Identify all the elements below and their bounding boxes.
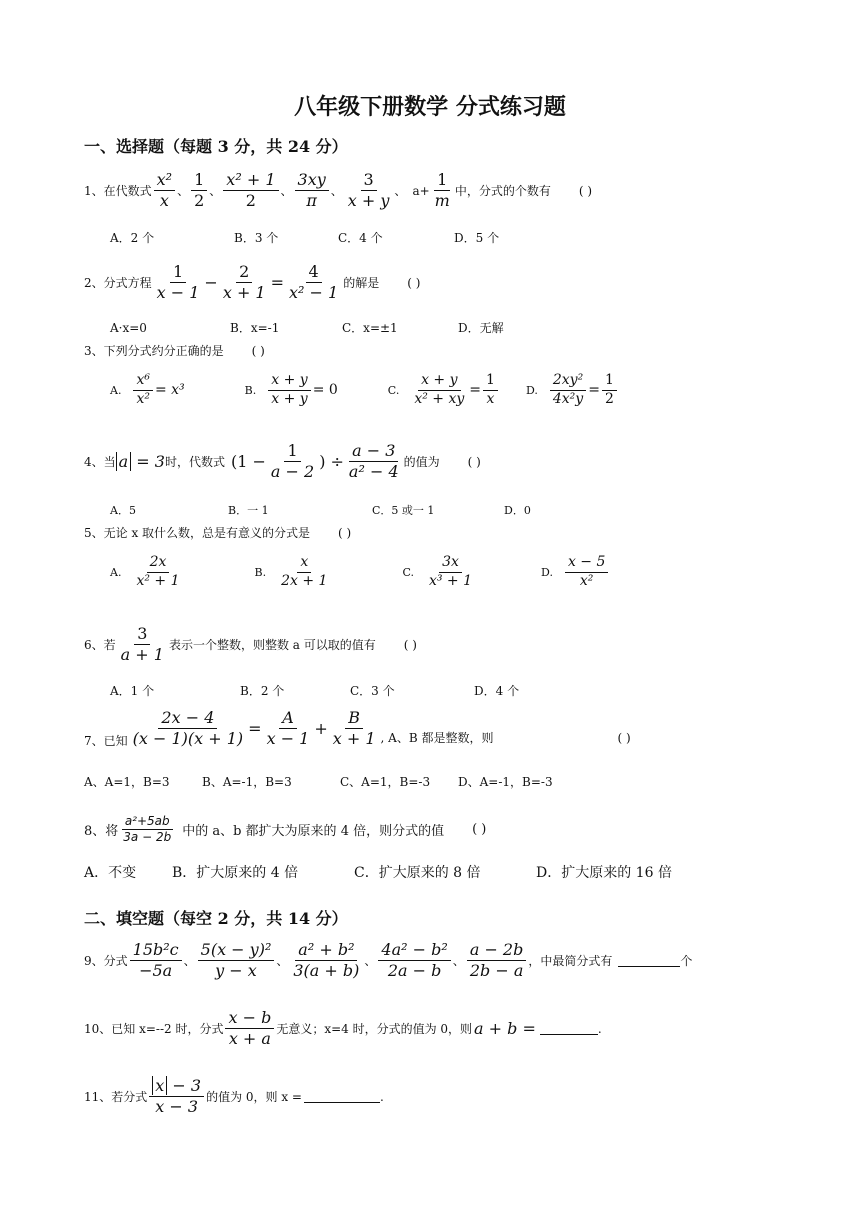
q6-prefix: 6、若	[84, 638, 116, 652]
q3-label-d: D.	[525, 383, 538, 397]
q7-prefix: 7、已知	[84, 734, 128, 748]
q8-suffix: 中的 a、b 都扩大为原来的 4 倍，则分式的值	[182, 824, 445, 839]
q2-option-a: A·x=0	[110, 321, 147, 335]
q9-frac-3: $\frac{\text{a² + b²}}{3(a + b)}$	[293, 940, 360, 980]
q4-option-d: D．0	[504, 504, 531, 517]
q1-answer-paren: ( )	[578, 183, 593, 198]
q5-options	[110, 554, 610, 590]
question-6	[84, 624, 417, 665]
q6-suffix: 表示一个整数，则整数 a 可以取的值有	[168, 638, 376, 652]
q4-option-b: B．一 1	[228, 504, 269, 517]
question-8	[84, 814, 486, 845]
q6-option-b: B．2 个	[240, 684, 285, 698]
q3-text: 3、下列分式约分正确的是	[84, 344, 224, 358]
question-2: 2、分式方程 $\frac{1}{x - 1}$ − $\frac{2}{x + 1}$ = $\frac{4}{\text{x² − 1}}$ 的解是 ( )	[84, 262, 421, 302]
q8-prefix: 8、将	[84, 824, 119, 839]
q4-frac-2: $\frac{a - 3}{\text{a² − 4}}$	[348, 441, 399, 481]
q4-mid: 时，代数式	[164, 455, 225, 469]
q1-frac-5: $\frac{3}{x + y}$	[347, 170, 390, 210]
question-1: 1、在代数式 $\frac{\text{x²}}{x}$ 、 $\frac{1}{2}$ 、 $\frac{\text{x² + 1}}{2}$ 、 $\frac{3xy}{\pi}$ 、 $\frac{3}{x + y}$ 、 a+ $\frac{1}{m}$ 中，分式的个数有 ( )	[84, 170, 593, 210]
q8-option-b: B．扩大原来的 4 倍	[172, 865, 299, 881]
q5-label-b: B.	[254, 565, 267, 579]
section-choice-heading: 一、选择题（每题 3 分，共 24 分）	[84, 137, 348, 156]
question-7: 7、已知 $\frac{2x - 4}{(x - 1)(x + 1)}$ = $\frac{A}{x - 1}$ + $\frac{B}{x + 1}$ , A、B 都是整数，则 ( )	[84, 708, 631, 748]
q10-expr: a + b =	[474, 1019, 536, 1038]
q3-frac-d-result: $\frac{1}{2}$	[602, 372, 617, 408]
q10-answer-blank[interactable]	[540, 1022, 598, 1035]
q9-frac-1: $\frac{\text{15b²c}}{-5a}$	[130, 940, 182, 981]
question-3	[84, 342, 265, 359]
q9-frac-2: $\frac{\text{5(x − y)²}}{y - x}$	[198, 940, 275, 981]
q1-option-d: D．5 个	[454, 231, 500, 245]
q2-option-d: D．无解	[458, 321, 504, 335]
q2-suffix: 的解是	[343, 276, 380, 290]
q6-frac: $\frac{3}{a + 1}$	[120, 624, 164, 664]
q7-frac-b: $\frac{B}{x + 1}$	[332, 708, 376, 748]
q2-options	[110, 319, 504, 336]
q5-label-c: C.	[402, 565, 414, 579]
q7-frac-lhs: $\frac{2x - 4}{(x - 1)(x + 1)}$	[132, 708, 244, 748]
q3-label-c: C.	[387, 383, 400, 397]
q8-options	[84, 862, 672, 882]
q4-options	[110, 502, 531, 518]
q3-label-a: A.	[110, 383, 122, 397]
q2-option-c: C．x=±1	[342, 321, 398, 335]
q3-label-b: B.	[244, 383, 257, 397]
q11-frac: $\frac{x - 3}{x - 3}$	[149, 1076, 204, 1117]
q2-frac-1: $\frac{1}{x - 1}$	[156, 262, 200, 302]
q8-option-d: D．扩大原来的 16 倍	[536, 865, 672, 881]
q5-label-d: D.	[541, 565, 553, 579]
q3-frac-c-result: $\frac{1}{x}$	[483, 372, 498, 408]
q8-option-c: C．扩大原来的 8 倍	[354, 865, 481, 881]
q2-answer-paren: ( )	[407, 275, 421, 290]
q10-frac: $\frac{x - b}{x + a}$	[225, 1008, 274, 1049]
q11-prefix: 11、若分式	[84, 1090, 148, 1104]
q5-frac-a: $\frac{2x}{\text{x² + 1}}$	[136, 554, 180, 589]
q1-prefix: 1、在代数式	[84, 184, 152, 198]
page-title: 八年级下册数学 分式练习题	[294, 94, 566, 120]
q6-options	[110, 682, 519, 699]
q3-frac-a: $\frac{\text{x⁶}}{\text{x²}}$	[133, 372, 153, 408]
question-9: 9、分式 $\frac{\text{15b²c}}{-5a}$ 、 $\frac{\text{5(x − y)²}}{y - x}$ 、 $\frac{\text{a² + b²}}{3(a + b)}$ 、 $\frac{\text{4a² − b²}}{2a - b}$ 、 $\frac{a - 2b}{2b - a}$ ，中最简分式有 个	[84, 940, 693, 980]
q1-frac-3: $\frac{\text{x² + 1}}{2}$	[223, 170, 278, 211]
q11-answer-blank[interactable]	[304, 1090, 380, 1103]
q5-frac-b: $\frac{x}{2x + 1}$	[281, 554, 328, 589]
q2-frac-3: $\frac{4}{\text{x² − 1}}$	[289, 262, 339, 302]
question-5	[84, 524, 351, 541]
question-10	[84, 1008, 602, 1049]
q8-frac: $\frac{\text{a²+5ab}}{3a - 2b}$	[123, 814, 172, 844]
q9-answer-blank[interactable]	[618, 954, 680, 967]
q9-suffix: ，中最简分式有	[528, 954, 613, 968]
q4-frac-1: $\frac{1}{a - 2}$	[270, 441, 315, 481]
q7-answer-paren: ( )	[617, 730, 631, 745]
q8-answer-paren: ( )	[472, 822, 487, 837]
q1-option-a: A．2 个	[110, 231, 155, 245]
q5-frac-c: $\frac{3x}{\text{x³ + 1}}$	[428, 554, 473, 589]
q3-frac-d: $\frac{\text{2xy²}}{\text{4x²y}}$	[550, 372, 586, 408]
q7-suffix: , A、B 都是整数，则	[380, 731, 494, 745]
q10-end: .	[597, 1021, 602, 1036]
q7-frac-a: $\frac{A}{x - 1}$	[266, 708, 310, 748]
q2-frac-2: $\frac{2}{x + 1}$	[222, 262, 266, 302]
q1-options	[110, 229, 499, 246]
q4-prefix: 4、当	[84, 455, 116, 469]
q3-answer-paren: ( )	[251, 343, 265, 358]
q1-suffix: 中，分式的个数有	[454, 184, 551, 198]
q4-option-c: C．5 或一 1	[372, 504, 435, 517]
q4-answer-paren: ( )	[467, 454, 481, 469]
q4-option-a: A．5	[110, 504, 136, 517]
section-fill-heading: 二、填空题（每空 2 分，共 14 分）	[84, 909, 348, 928]
q1-frac-4: $\frac{3xy}{\pi}$	[295, 170, 329, 211]
q7-option-a: A、A=1，B=3	[84, 775, 170, 789]
q6-option-a: A．1 个	[110, 684, 155, 698]
q9-unit: 个	[680, 954, 693, 968]
q3-frac-b: $\frac{x + y}{x + y}$	[268, 372, 310, 408]
q1-frac-2: $\frac{1}{2}$	[191, 170, 207, 211]
q7-option-d: D、A=-1，B=-3	[458, 775, 553, 789]
q11-end: .	[379, 1089, 384, 1104]
q6-option-d: D．4 个	[474, 684, 520, 698]
q11-suffix: 的值为 0，则 x =	[206, 1090, 302, 1104]
q1-frac-1: $\frac{\text{x²}}{x}$	[154, 170, 175, 211]
q6-answer-paren: ( )	[403, 637, 417, 652]
q10-mid: 无意义；x=4 时，分式的值为 0，则	[276, 1022, 473, 1036]
q7-option-b: B、A=-1，B=3	[202, 775, 292, 789]
q7-options	[84, 773, 553, 790]
question-4: 4、当 a = 3 时，代数式 (1 − $\frac{1}{a - 2}$ ) ÷ $\frac{a - 3}{\text{a² − 4}}$ 的值为 ( )	[84, 441, 481, 481]
q9-frac-4: $\frac{\text{4a² − b²}}{2a - b}$	[378, 940, 450, 981]
q5-label-a: A.	[110, 565, 122, 579]
q10-prefix: 10、已知 x=--2 时，分式	[84, 1022, 224, 1036]
q5-text: 5、无论 x 取什么数，总是有意义的分式是	[84, 526, 311, 540]
q5-answer-paren: ( )	[338, 525, 352, 540]
q2-prefix: 2、分式方程	[84, 276, 152, 290]
q1-option-b: B．3 个	[234, 231, 279, 245]
q3-options: A. $\frac{\text{x⁶}}{\text{x²}}$ = x³ B. $\frac{x + y}{x + y}$ = 0 C. $\frac{x + y}{\text{x² + xy}}$ = $\frac{1}{x}$ D. $\frac{\text{2xy²}}{\text{4x²y}}$ = $\frac{1}{2}$	[110, 372, 619, 408]
q1-frac-6: $\frac{1}{m}$	[434, 170, 450, 210]
q5-frac-d: $\frac{x - 5}{\text{x²}}$	[565, 554, 608, 590]
question-11	[84, 1076, 384, 1117]
q9-frac-5: $\frac{a - 2b}{2b - a}$	[467, 940, 527, 981]
q3-frac-c: $\frac{x + y}{\text{x² + xy}}$	[414, 372, 465, 407]
q4-suffix: 的值为	[403, 455, 440, 469]
q8-option-a: A．不变	[84, 865, 137, 881]
q1-option-c: C．4 个	[338, 231, 383, 245]
q6-option-c: C．3 个	[350, 684, 395, 698]
q2-option-b: B．x=-1	[230, 321, 280, 335]
q9-prefix: 9、分式	[84, 954, 128, 968]
q7-option-c: C、A=1，B=-3	[340, 775, 431, 789]
